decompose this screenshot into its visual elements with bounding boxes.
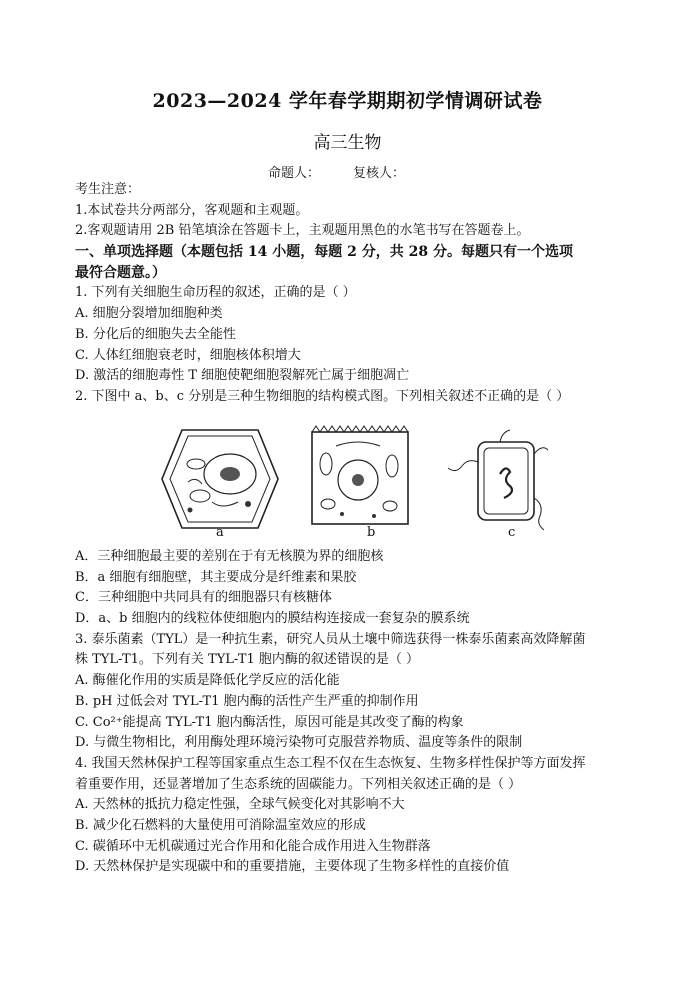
figure-label-b: b	[367, 525, 376, 540]
question-2-option-b: B．a 细胞有细胞壁，其主要成分是纤维素和果胶	[75, 569, 357, 585]
question-3-stem: 3. 泰乐菌素（TYL）是一种抗生素，研究人员从土壤中筛选获得一株泰乐菌素高效降解菌	[75, 631, 586, 647]
exam-title: 2023—2024 学年春学期期初学情调研试卷	[152, 90, 543, 112]
question-4-option-c: C. 碳循环中无机碳通过光合作用和化能合成作用进入生物群落	[75, 838, 431, 854]
question-4-option-d: D. 天然林保护是实现碳中和的重要措施，主要体现了生物多样性的直接价值	[75, 859, 510, 875]
exam-authors: 命题人： 复核人：	[268, 166, 406, 181]
notes-item: 1.本试卷共分两部分，客观题和主观题。	[75, 202, 309, 218]
question-1-option-a: A. 细胞分裂增加细胞种类	[75, 306, 223, 322]
figure-label-c: c	[508, 525, 516, 540]
question-2-option-a: A．三种细胞最主要的差别在于有无核膜为界的细胞核	[75, 549, 384, 564]
notes-heading: 考生注意：	[75, 182, 141, 197]
plant-cell-a	[162, 430, 278, 528]
question-2-option-d: D．a、b 细胞内的线粒体使细胞内的膜结构连接成一套复杂的膜系统	[75, 611, 470, 627]
question-4-stem-cont: 着重要作用，还显著增加了生态系统的固碳能力。下列相关叙述正确的是（ ）	[75, 776, 522, 792]
notes-item: 2.客观题请用 2B 铅笔填涂在答题卡上，主观题用黑色的水笔书写在答题卷上。	[75, 223, 530, 239]
exam-body-bottom	[75, 547, 635, 878]
question-1-stem: 1. 下列有关细胞生命历程的叙述，正确的是（ ）	[75, 285, 356, 301]
question-2-stem: 2. 下图中 a、b、c 分别是三种生物细胞的结构模式图。下列相关叙述不正确的是（ ）	[75, 388, 570, 404]
animal-cell-b	[312, 426, 408, 524]
exam-body-top	[75, 180, 635, 408]
question-4-stem: 4. 我国天然林保护工程等国家重点生态工程不仅在生态恢复、生物多样性保护等方面发挥	[75, 755, 586, 771]
bacterial-cell-c	[448, 430, 548, 530]
question-3-option-d: D. 与微生物相比，利用酶处理环境污染物可克服营养物质、温度等条件的限制	[75, 735, 523, 751]
section-heading: 一、单项选择题（本题包括 14 小题，每题 2 分，共 28 分。每题只有一个选项	[75, 244, 573, 261]
figure-label-a: a	[216, 525, 224, 540]
question-4-option-b: B. 减少化石燃料的大量使用可消除温室效应的形成	[75, 817, 366, 833]
question-4-option-a: A. 天然林的抵抗力稳定性强，全球气候变化对其影响不大	[75, 797, 405, 813]
question-2-option-c: C．三种细胞中共同具有的细胞器只有核糖体	[75, 590, 332, 606]
question-1-option-d: D. 激活的细胞毒性 T 细胞使靶细胞裂解死亡属于细胞凋亡	[75, 368, 410, 384]
question-3-option-b: B. pH 过低会对 TYL-T1 胞内酶的活性产生严重的抑制作用	[75, 693, 419, 709]
question-3-option-c: C. Co²⁺能提高 TYL-T1 胞内酶活性，原因可能是其改变了酶的构象	[75, 714, 464, 730]
question-1-option-c: C. 人体红细胞衰老时，细胞核体积增大	[75, 347, 301, 363]
section-heading-cont: 最符合题意。）	[75, 264, 166, 281]
question-1-option-b: B. 分化后的细胞失去全能性	[75, 326, 236, 342]
question-3-stem-cont: 株 TYL-T1。下列有关 TYL-T1 胞内酶的叙述错误的是（ ）	[75, 652, 420, 668]
question-3-option-a: A. 酶催化作用的实质是降低化学反应的活化能	[75, 673, 340, 689]
exam-subject: 高三生物	[313, 133, 382, 153]
